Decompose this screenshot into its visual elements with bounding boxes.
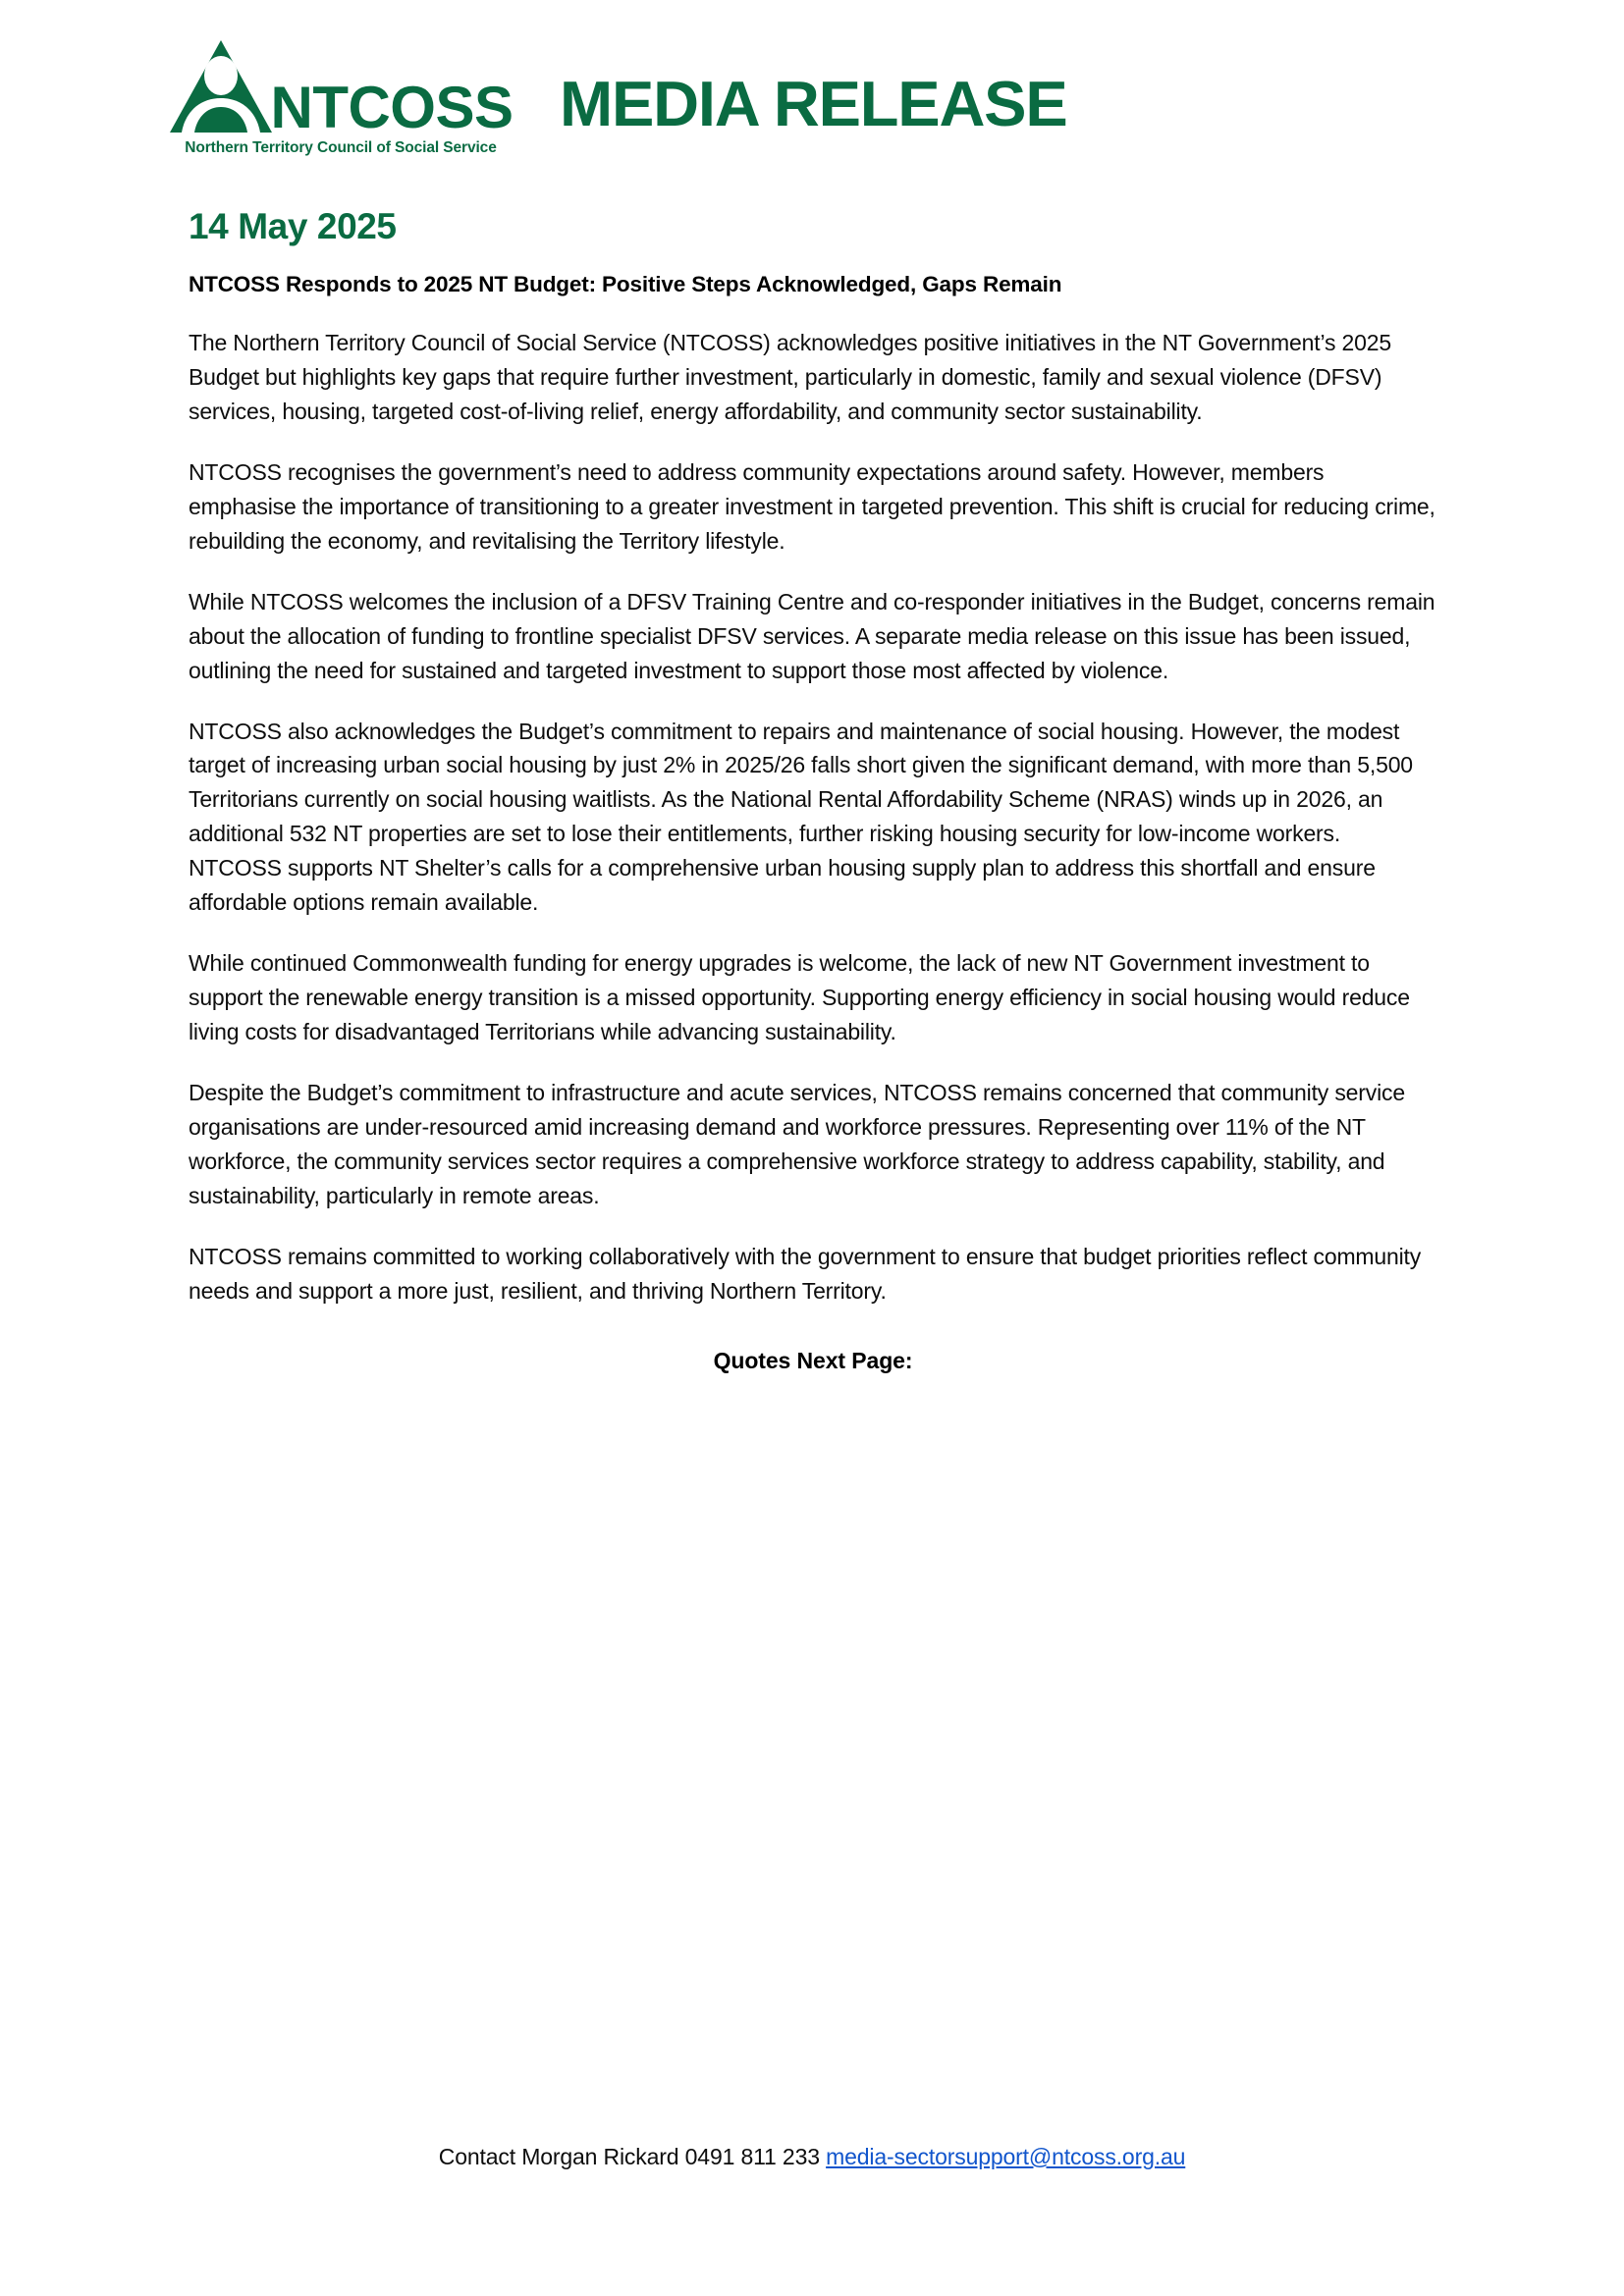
logo-wordmark: NTCOSS (270, 74, 514, 140)
body-paragraph: NTCOSS remains committed to working collaboratively with the government to ensure that budget priorities reflect community needs and support a more just, resilient, and thriving Northern Territory. (189, 1243, 1422, 1304)
quotes-next-page-note: Quotes Next Page: (713, 1347, 913, 1373)
ntcoss-triangle-person-logo-icon (168, 38, 274, 134)
release-date: 14 May 2025 (189, 206, 397, 246)
document-header (0, 0, 1624, 157)
logo-tagline: Northern Territory Council of Social Service (185, 139, 497, 156)
logo-row (168, 38, 514, 140)
ntcoss-logo (149, 38, 532, 157)
page-title: MEDIA RELEASE (560, 68, 1067, 139)
contact-text: Contact Morgan Rickard 0491 811 233 (438, 2144, 827, 2169)
body-paragraph: The Northern Territory Council of Social Service (NTCOSS) acknowledges positive initiatives in the NT Government’s 2025 Budget but highlights key gaps that require further investment, particularly in domestic, family and sexual violence (DFSV) services, housing, targeted cost-of-living relief, energy affordability, and community sector sustainability. (189, 329, 1391, 424)
contact-email-link[interactable]: media-sectorsupport@ntcoss.org.au (826, 2144, 1186, 2169)
body-paragraph: While continued Commonwealth funding for energy upgrades is welcome, the lack of new NT Government investment to support the renewable energy transition is a missed opportunity. Supporting energy efficiency in social housing would reduce living costs for disadvantaged Territorians while advancing sustainability. (189, 950, 1410, 1045)
body-paragraph: NTCOSS also acknowledges the Budget’s commitment to repairs and maintenance of social housing. However, the modest target of increasing urban social housing by just 2% in 2025/26 falls short given the significant demand, with more than 5,500 Territorians currently on social housing waitlists. As the National Rental Affordability Scheme (NRAS) winds up in 2026, an additional 532 NT properties are set to lose their entitlements, further risking housing security for low-income workers. NTCOSS supports NT Shelter’s calls for a comprehensive urban housing supply plan to address this shortfall and ensure affordable options remain available. (189, 718, 1413, 916)
document-footer (0, 2144, 1624, 2170)
body-paragraph: While NTCOSS welcomes the inclusion of a DFSV Training Centre and co-responder initiatives in the Budget, concerns remain about the allocation of funding to frontline specialist DFSV services. A separate media release on this issue has been issued, outlining the need for sustained and targeted investment to support those most affected by violence. (189, 588, 1435, 683)
release-subtitle: NTCOSS Responds to 2025 NT Budget: Positive Steps Acknowledged, Gaps Remain (189, 271, 1062, 296)
body-paragraph: Despite the Budget’s commitment to infrastructure and acute services, NTCOSS remains concerned that community service organisations are under-resourced amid increasing demand and workforce pressures. Representing over 11% of the NT workforce, the community services sector requires a comprehensive workforce strategy to address capability, stability, and sustainability, particularly in remote areas. (189, 1080, 1405, 1208)
body-paragraph: NTCOSS recognises the government’s need to address community expectations around safety. However, members emphasise the importance of transitioning to a greater investment in targeted prevention. This shift is crucial for reducing crime, rebuilding the economy, and revitalising the Territory lifestyle. (189, 458, 1435, 554)
document-body (0, 206, 1624, 1374)
